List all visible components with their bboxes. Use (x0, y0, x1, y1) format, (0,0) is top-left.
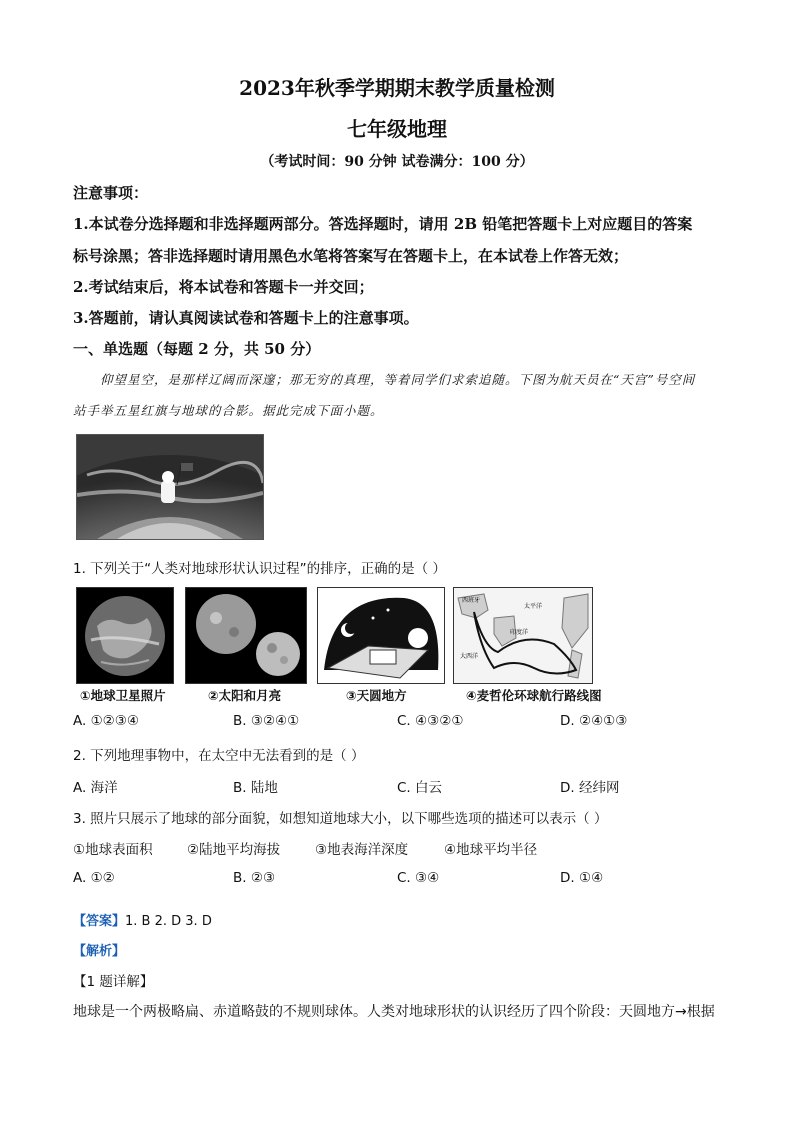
q2-option-d: D. 经纬网 (560, 780, 620, 796)
section-heading: 一、单选题（每题 2 分，共 50 分） (73, 340, 321, 358)
q1-option-a: A. ①②③④ (73, 713, 139, 729)
caption-4: ④麦哲伦环球航行路线图 (466, 688, 602, 703)
notes-heading: 注意事项： (73, 184, 149, 202)
q3-item-4: ④地球平均半径 (444, 842, 538, 858)
notes-line-4: 3.答题前，请认真阅读试卷和答题卡上的注意事项。 (73, 309, 419, 327)
subject-title: 七年级地理 (347, 117, 447, 141)
answer-line (73, 910, 212, 929)
intro-line-1: 仰望星空，是那样辽阔而深邃；那无穷的真理，等着同学们求索追随。下图为航天员在“天宫”号空间 (100, 372, 696, 387)
exam-info: （考试时间：90 分钟 试卷满分：100 分） (260, 154, 534, 170)
q3-item-1: ①地球表面积 (73, 842, 153, 858)
map-label-atlantic: 大西洋 (460, 653, 479, 660)
notes-line-2: 标号涂黑；答非选择题时请用黑色水笔将答案写在答题卡上，在本试卷上作答无效； (73, 247, 629, 265)
q1-detail-heading: 【1 题详解】 (73, 974, 154, 990)
q3-option-a: A. ①② (73, 870, 115, 886)
sun-moon-image (185, 587, 307, 684)
exam-title: 2023年秋季学期期末教学质量检测 (239, 76, 555, 100)
analysis-tag: 【解析】 (73, 944, 126, 959)
q1-option-b: B. ③②④① (233, 713, 300, 729)
caption-2: ②太阳和月亮 (208, 688, 282, 703)
intro-line-2: 站手举五星红旗与地球的合影。据此完成下面小题。 (73, 403, 384, 418)
q3-item-2: ②陆地平均海拔 (187, 842, 281, 858)
earth-satellite-image (76, 587, 174, 684)
map-label-indian: 印度洋 (510, 629, 529, 636)
notes-line-1: 1.本试卷分选择题和非选择题两部分。答选择题时，请用 2B 铅笔把答题卡上对应题目的答案 (73, 215, 693, 233)
round-sky-square-earth-image (317, 587, 445, 684)
q3-item-3: ③地表海洋深度 (315, 842, 409, 858)
magellan-route-map (453, 587, 593, 684)
q3-option-d: D. ①④ (560, 870, 604, 886)
analysis-text: 地球是一个两极略扁、赤道略鼓的不规则球体。人类对地球形状的认识经历了四个阶段：天圆地方→根据 (73, 1004, 715, 1020)
map-label-pacific: 太平洋 (524, 603, 543, 610)
q1-stem: 1. 下列关于“人类对地球形状认识过程”的排序，正确的是（ ） (73, 561, 446, 577)
caption-3: ③天圆地方 (346, 688, 407, 703)
q2-stem: 2. 下列地理事物中，在太空中无法看到的是（ ） (73, 748, 365, 764)
map-label-spain: 西班牙 (462, 597, 481, 604)
answer-values: 1. B 2. D 3. D (125, 914, 212, 929)
q3-option-b: B. ②③ (233, 870, 276, 886)
q3-stem: 3. 照片只展示了地球的部分面貌，如想知道地球大小，以下哪些选项的描述可以表示（ ） (73, 811, 608, 827)
q2-option-c: C. 白云 (397, 780, 443, 796)
notes-line-3: 2.考试结束后，将本试卷和答题卡一并交回； (73, 278, 374, 296)
q3-option-c: C. ③④ (397, 870, 440, 886)
q1-option-d: D. ②④①③ (560, 713, 628, 729)
answer-tag: 【答案】 (73, 914, 126, 929)
q2-option-a: A. 海洋 (73, 780, 118, 796)
q2-option-b: B. 陆地 (233, 780, 278, 796)
caption-1: ①地球卫星照片 (80, 688, 166, 703)
q1-option-c: C. ④③②① (397, 713, 464, 729)
astronaut-photo (76, 434, 264, 540)
